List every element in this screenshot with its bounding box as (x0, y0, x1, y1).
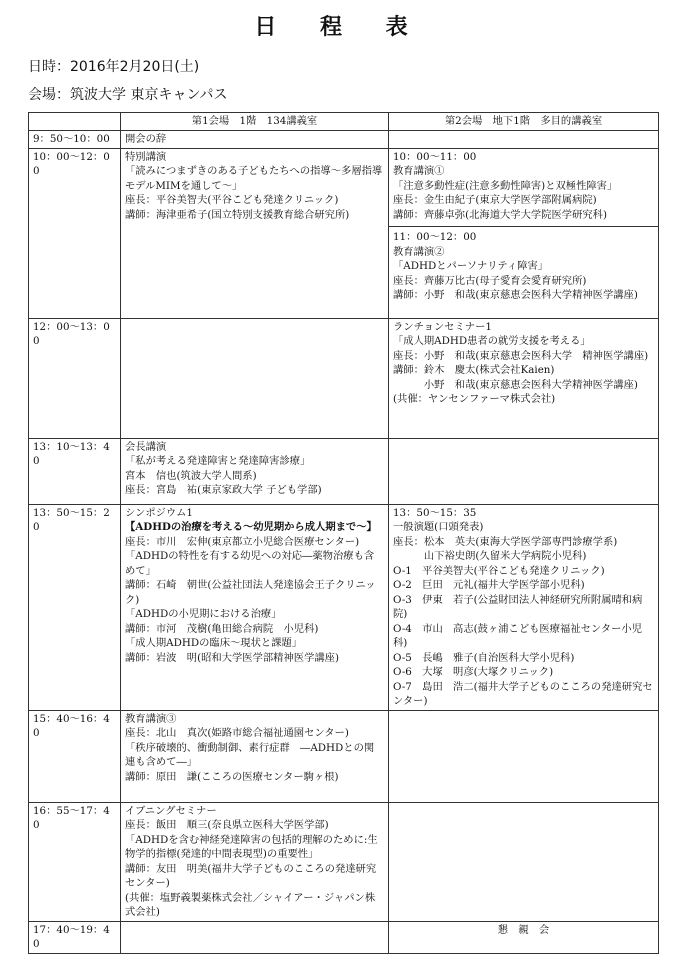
room-2-cell (389, 131, 659, 149)
room-1-cell (121, 921, 389, 953)
table-row (29, 318, 659, 438)
table-row (29, 504, 659, 710)
cell-line: 座長：金生由紀子(東京大学医学部附属病院) (393, 194, 597, 206)
cell-line: 講師：原田 謙(こころの医療センター駒ヶ根) (125, 770, 339, 783)
cell-line: 開会の辞 (125, 133, 167, 145)
header-time-cell (29, 113, 121, 131)
cell-line: 山下裕史朗(久留米大学病院小児科) (393, 550, 587, 562)
cell-line: 講師：海津亜希子(国立特別支援教育総合研究所) (125, 208, 350, 221)
cell-line: 教育講演③ (125, 712, 177, 725)
room-1-cell (121, 710, 389, 802)
table-row (29, 438, 659, 504)
cell-line: 10：00～11：00 (393, 150, 477, 163)
table-row (29, 131, 659, 149)
cell-line: 講師：市河 茂樹(亀田総合病院 小児科) (125, 622, 319, 635)
cell-line: 宮本 信也(筑波大学人間系) (125, 469, 257, 482)
cell-line: 「成人期ADHD患者の就労支援を考える」 (393, 335, 591, 347)
header-room-1: 第1会場 1階 134講義室 (121, 113, 389, 131)
cell-line: O-7 島田 浩二(福井大学子どものこころの発達研究センター) (393, 680, 653, 707)
page-title: 日 程 表 (254, 15, 426, 40)
cell-line: O-6 大塚 明彦(大塚クリニック) (393, 666, 554, 678)
header-room-2: 第2会場 地下1階 多目的講義室 (389, 113, 659, 131)
table-row (29, 802, 659, 921)
cell-line: 会長講演 (125, 440, 167, 453)
time-cell: 15：40～16：40 (29, 710, 121, 802)
table-row (29, 710, 659, 802)
event-venue: 会場：筑波大学 東京キャンパス (28, 87, 228, 103)
cell-line: 11：00～12：00 (393, 231, 477, 243)
room-2-cell (389, 710, 659, 802)
cell-line: 座長：飯田 順三(奈良県立医科大学医学部) (125, 819, 329, 831)
table-row (29, 921, 659, 953)
event-date: 日時：2016年2月20日(土) (28, 59, 200, 75)
cell-line: O-1 平谷美智夫(平谷こども発達クリニック) (393, 564, 605, 577)
time-cell: 10：00～12：00 (29, 148, 121, 318)
time-cell: 13：10～13：40 (29, 438, 121, 504)
cell-line: 教育講演② (393, 245, 445, 258)
room-1-cell (121, 504, 389, 710)
cell-line: 「私が考える発達障害と発達障害診療」 (125, 455, 311, 467)
time-cell: 13：50～15：20 (29, 504, 121, 710)
cell-line: 講師：岩波 明(昭和大学医学部精神医学講座) (125, 651, 339, 664)
cell-line: 「秩序破壊的、衝動制御、素行症群 ―ADHDとの関連も含めて―」 (125, 741, 375, 768)
schedule-table (28, 112, 659, 954)
cell-line: 講師：小野 和哉(東京慈恵会医科大学精神医学講座) (393, 289, 638, 301)
cell-line: ランチョンセミナー1 (393, 320, 492, 333)
cell-line: 「読みにつまずきのある子どもたちへの指導～多層指導モデルMIMを通して～」 (125, 165, 383, 192)
cell-line: 座長：齊藤万比古(母子愛育会愛育研究所) (393, 274, 587, 287)
cell-line: イブニングセミナー (125, 804, 217, 817)
cell-line: シンポジウム1 (125, 506, 193, 519)
cell-line: 「ADHDの特性を有する幼児への対応―薬物治療も含めて」 (125, 550, 375, 577)
room-1-cell (121, 131, 389, 149)
cell-line: 「ADHDを含む神経発達障害の包括的理解のために:生物学的指標(発達的中間表現型)の重要性」 (125, 833, 378, 860)
room-1-cell (121, 148, 389, 318)
cell-line: (共催：塩野義製薬株式会社／シャイアー・ジャパン株式会社) (125, 891, 376, 918)
cell-line: 「ADHDとパーソナリティ障害」 (393, 260, 549, 272)
room-1-cell (121, 802, 389, 921)
time-cell: 16：55～17：40 (29, 802, 121, 921)
cell-line: 座長：宮島 祐(東京家政大学 子ども学部) (125, 484, 322, 496)
cell-line: 「成人期ADHDの臨床～現状と課題」 (125, 637, 303, 649)
room-1-cell (121, 438, 389, 504)
cell-line: O-2 巨田 元礼(福井大学医学部小児科) (393, 579, 585, 591)
cell-line: 座長：北山 真次(姫路市総合福祉通園センター) (125, 727, 349, 739)
cell-line: 座長：平谷美智夫(平谷こども発達クリニック) (125, 194, 339, 206)
cell-line: 座長：松本 英夫(東海大学医学部専門診療学系) (393, 535, 618, 548)
cell-line: 講師：石崎 朝世(公益社団法人発達協会王子クリニック) (125, 579, 376, 606)
cell-line: 座長：小野 和哉(東京慈恵会医科大学 精神医学講座) (393, 349, 649, 362)
room-2-cell (389, 504, 659, 710)
room-2-cell (389, 802, 659, 921)
cell-line: 教育講演① (393, 165, 445, 177)
cell-line: 講師：鈴木 慶太(株式会社Kaien) (393, 364, 555, 376)
room-1-cell (121, 318, 389, 438)
cell-line: 小野 和哉(東京慈恵会医科大学精神医学講座) (393, 378, 638, 391)
cell-line: 「注意多動性症(注意多動性障害)と双極性障害」 (393, 179, 618, 192)
cell-line: 講師：齊藤卓弥(北海道大学大学院医学研究科) (393, 208, 607, 221)
cell-line: O-3 伊東 若子(公益財団法人神経研究所附属晴和病院) (393, 593, 643, 620)
cell-line: (共催：ヤンセンファーマ株式会社) (393, 393, 556, 405)
table-header-row (29, 113, 659, 131)
cell-line: 13：50～15：35 (393, 506, 477, 519)
cell-line: 特別講演 (125, 150, 167, 163)
room-2-cell (389, 148, 659, 318)
cell-line: 「ADHDの小児期における治療」 (125, 608, 282, 620)
cell-line: 懇 親 会 (497, 923, 550, 936)
table-row (29, 148, 659, 318)
room-2-cell (389, 438, 659, 504)
room-2-cell (389, 318, 659, 438)
cell-line: 一般演題(口頭発表) (393, 521, 484, 533)
time-cell: 17：40～19：40 (29, 921, 121, 953)
time-cell: 9：50～10：00 (29, 131, 121, 149)
cell-line: O-4 市山 高志(鼓ヶ浦こども医療福祉センター小児科) (393, 622, 642, 649)
cell-line: 【ADHDの治療を考える～幼児期から成人期まで～】 (125, 521, 377, 533)
cell-line: O-5 長嶋 雅子(自治医科大学小児科) (393, 651, 575, 664)
cell-line: 講師：友田 明美(福井大学子どものこころの発達研究センター) (125, 862, 377, 889)
sub-session (389, 226, 658, 303)
time-cell: 12：00～13：00 (29, 318, 121, 438)
room-2-cell (389, 921, 659, 953)
cell-line: 座長：市川 宏伸(東京都立小児総合医療センター) (125, 535, 360, 548)
